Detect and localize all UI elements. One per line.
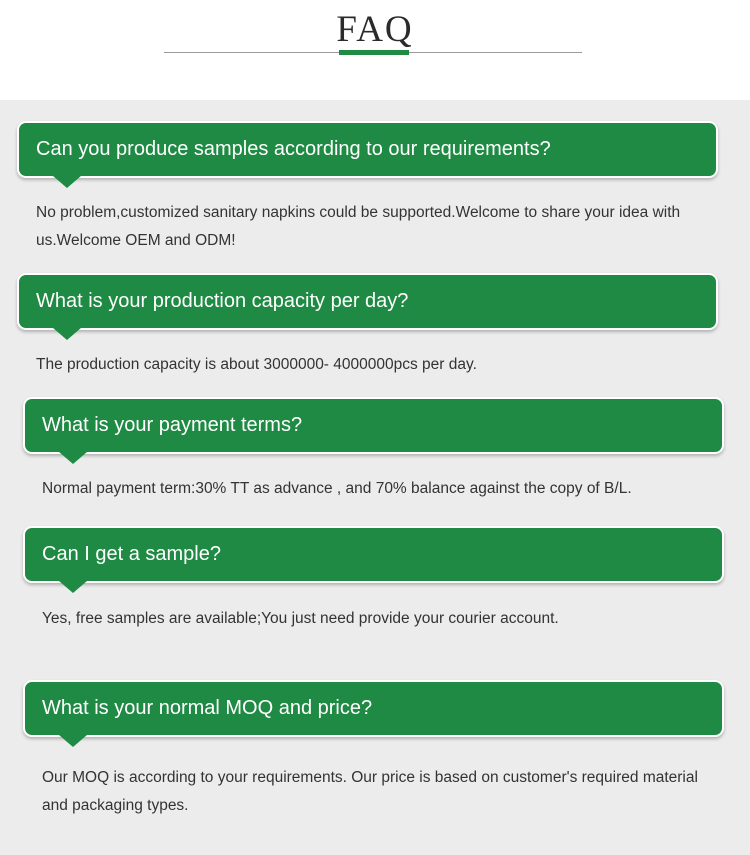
title-accent-bar [339,50,409,55]
faq-question-3-text: What is your payment terms? [42,414,303,436]
faq-answer-5: Our MOQ is according to your requirements. Our price is based on customer's required material and packaging types. [42,769,698,814]
faq-question-4-text: Can I get a sample? [42,543,221,565]
faq-question-5-text: What is your normal MOQ and price? [42,697,373,719]
faq-question-2-text: What is your production capacity per day? [36,290,409,312]
faq-answer-3: Normal payment term:30% TT as advance , and 70% balance against the copy of B/L. [42,480,632,497]
speech-tail-icon [53,328,81,340]
faq-question-5 [23,680,724,737]
faq-question-3 [23,397,724,454]
faq-question-1 [17,121,718,178]
faq-answer-4: Yes, free samples are available;You just need provide your courier account. [42,610,559,627]
faq-question-2 [17,273,718,330]
faq-question-4 [23,526,724,583]
speech-tail-icon [53,176,81,188]
page-title: FAQ [336,9,414,50]
speech-tail-icon [59,581,87,593]
speech-tail-icon [59,452,87,464]
faq-header [0,0,750,100]
faq-question-1-text: Can you produce samples according to our requirements? [36,138,551,160]
faq-answer-1: No problem,customized sanitary napkins could be supported.Welcome to share your idea with us.Welcome OEM and ODM! [36,204,681,249]
faq-answer-2: The production capacity is about 3000000- 4000000pcs per day. [36,356,477,373]
speech-tail-icon [59,735,87,747]
